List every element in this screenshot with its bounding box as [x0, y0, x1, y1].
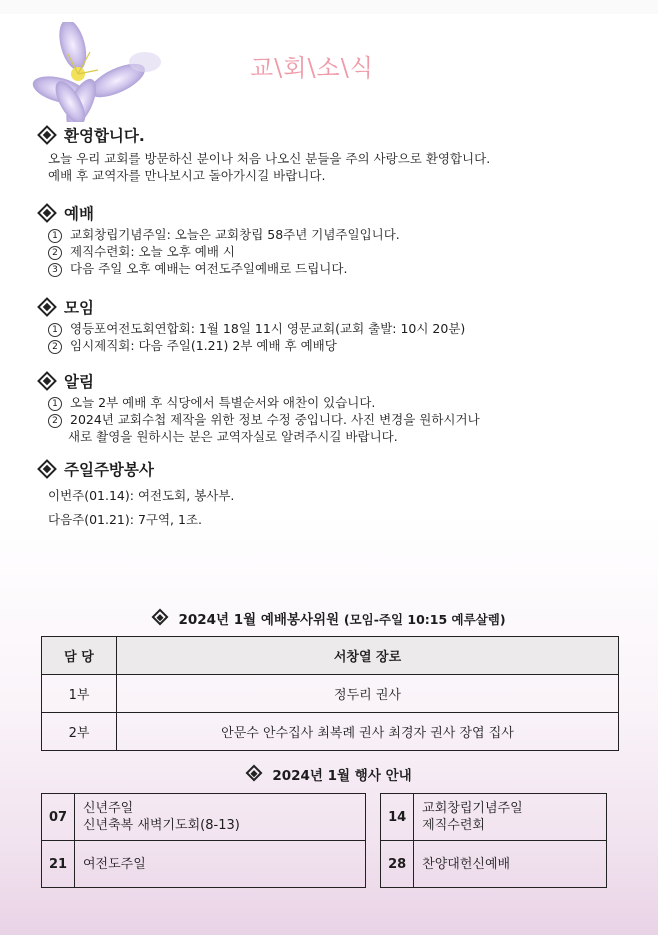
page-title: 교\회\소\식 [250, 54, 374, 82]
cleaning-heading: 주일주방봉사 [38, 458, 234, 480]
list-item: 2 제직수련회: 오늘 오후 예배 시 [38, 243, 400, 260]
table-cell: 정두리 권사 [117, 675, 619, 713]
event-date: 21 [42, 841, 75, 888]
event-description: 신년주일 신년축복 새벽기도회(8-13) [75, 794, 366, 841]
diamond-bullet-icon [37, 459, 57, 479]
list-item: 2 2024년 교회수첩 제작을 위한 정보 수정 중입니다. 사진 변경을 원하시거나 [38, 411, 480, 428]
table-cell: 안문수 안수집사 최복례 권사 최경자 권사 장엽 집사 [117, 713, 619, 751]
table-cell: 1부 [42, 675, 117, 713]
table-cell: 서창열 장로 [117, 637, 619, 675]
table-row [42, 675, 619, 713]
event-date: 28 [381, 841, 414, 888]
table-row [42, 794, 607, 841]
diamond-bullet-icon [37, 203, 57, 223]
event-date: 07 [42, 794, 75, 841]
list-item: 1 교회창립기념주일: 오늘은 교회창립 58주년 기념주일입니다. [38, 226, 400, 243]
flower-illustration [20, 22, 170, 122]
event-description: 찬양대헌신예배 [414, 841, 607, 888]
events-table [41, 793, 607, 888]
service-line: 다음주(01.21): 7구역, 1조. [48, 512, 202, 527]
cleaning-section [38, 458, 234, 532]
list-item-continuation: 새로 촬영을 원하시는 분은 교역자실로 알려주시길 바랍니다. [68, 429, 398, 444]
page-top-strip [0, 0, 658, 14]
list-item: 1 영등포여전도회연합회: 1월 18일 11시 영문교회(교회 출발: 10시 20분) [38, 320, 465, 337]
welcome-line: 오늘 우리 교회를 방문하신 분이나 처음 나오신 분들을 주의 사랑으로 환영합니다. [48, 151, 491, 166]
table-row [42, 637, 619, 675]
service-committee-heading: 2024년 1월 예배봉사위원 (모임-주일 10:15 예루살렘) [0, 608, 658, 628]
circled-number: 3 [48, 263, 62, 277]
welcome-heading: 환영합니다. [38, 124, 490, 146]
table-row [42, 841, 607, 888]
event-description: 교회창립기념주일 제직수련회 [414, 794, 607, 841]
meeting-heading: 모임 [38, 296, 465, 318]
service-committee-table [41, 636, 619, 751]
table-cell: 담 당 [42, 637, 117, 675]
circled-number: 2 [48, 340, 62, 354]
events-heading: 2024년 1월 행사 안내 [0, 764, 658, 784]
worship-section [38, 202, 400, 277]
service-committee-note: (모임-주일 10:15 예루살렘) [343, 612, 506, 627]
welcome-section [38, 124, 490, 184]
service-line: 이번주(01.14): 여전도회, 봉사부. [48, 488, 235, 503]
notice-heading: 알림 [38, 370, 480, 392]
diamond-bullet-icon [152, 609, 169, 626]
circled-number: 2 [48, 414, 62, 428]
notice-section [38, 370, 480, 445]
event-date: 14 [381, 794, 414, 841]
event-description: 여전도주일 [75, 841, 366, 888]
circled-number: 1 [48, 323, 62, 337]
diamond-bullet-icon [37, 125, 57, 145]
list-item: 1 오늘 2부 예배 후 식당에서 특별순서와 애찬이 있습니다. [38, 394, 480, 411]
diamond-bullet-icon [246, 765, 263, 782]
list-item: 2 임시제직회: 다음 주일(1.21) 2부 예배 후 예배당 [38, 337, 465, 354]
circled-number: 2 [48, 246, 62, 260]
diamond-bullet-icon [37, 297, 57, 317]
circled-number: 1 [48, 229, 62, 243]
meeting-section [38, 296, 465, 354]
table-cell: 2부 [42, 713, 117, 751]
list-item: 3 다음 주일 오후 예배는 여전도주일예배로 드립니다. [38, 260, 400, 277]
circled-number: 1 [48, 397, 62, 411]
welcome-line: 예배 후 교역자를 만나보시고 돌아가시길 바랍니다. [48, 168, 326, 183]
worship-heading: 예배 [38, 202, 400, 224]
diamond-bullet-icon [37, 371, 57, 391]
table-row [42, 713, 619, 751]
